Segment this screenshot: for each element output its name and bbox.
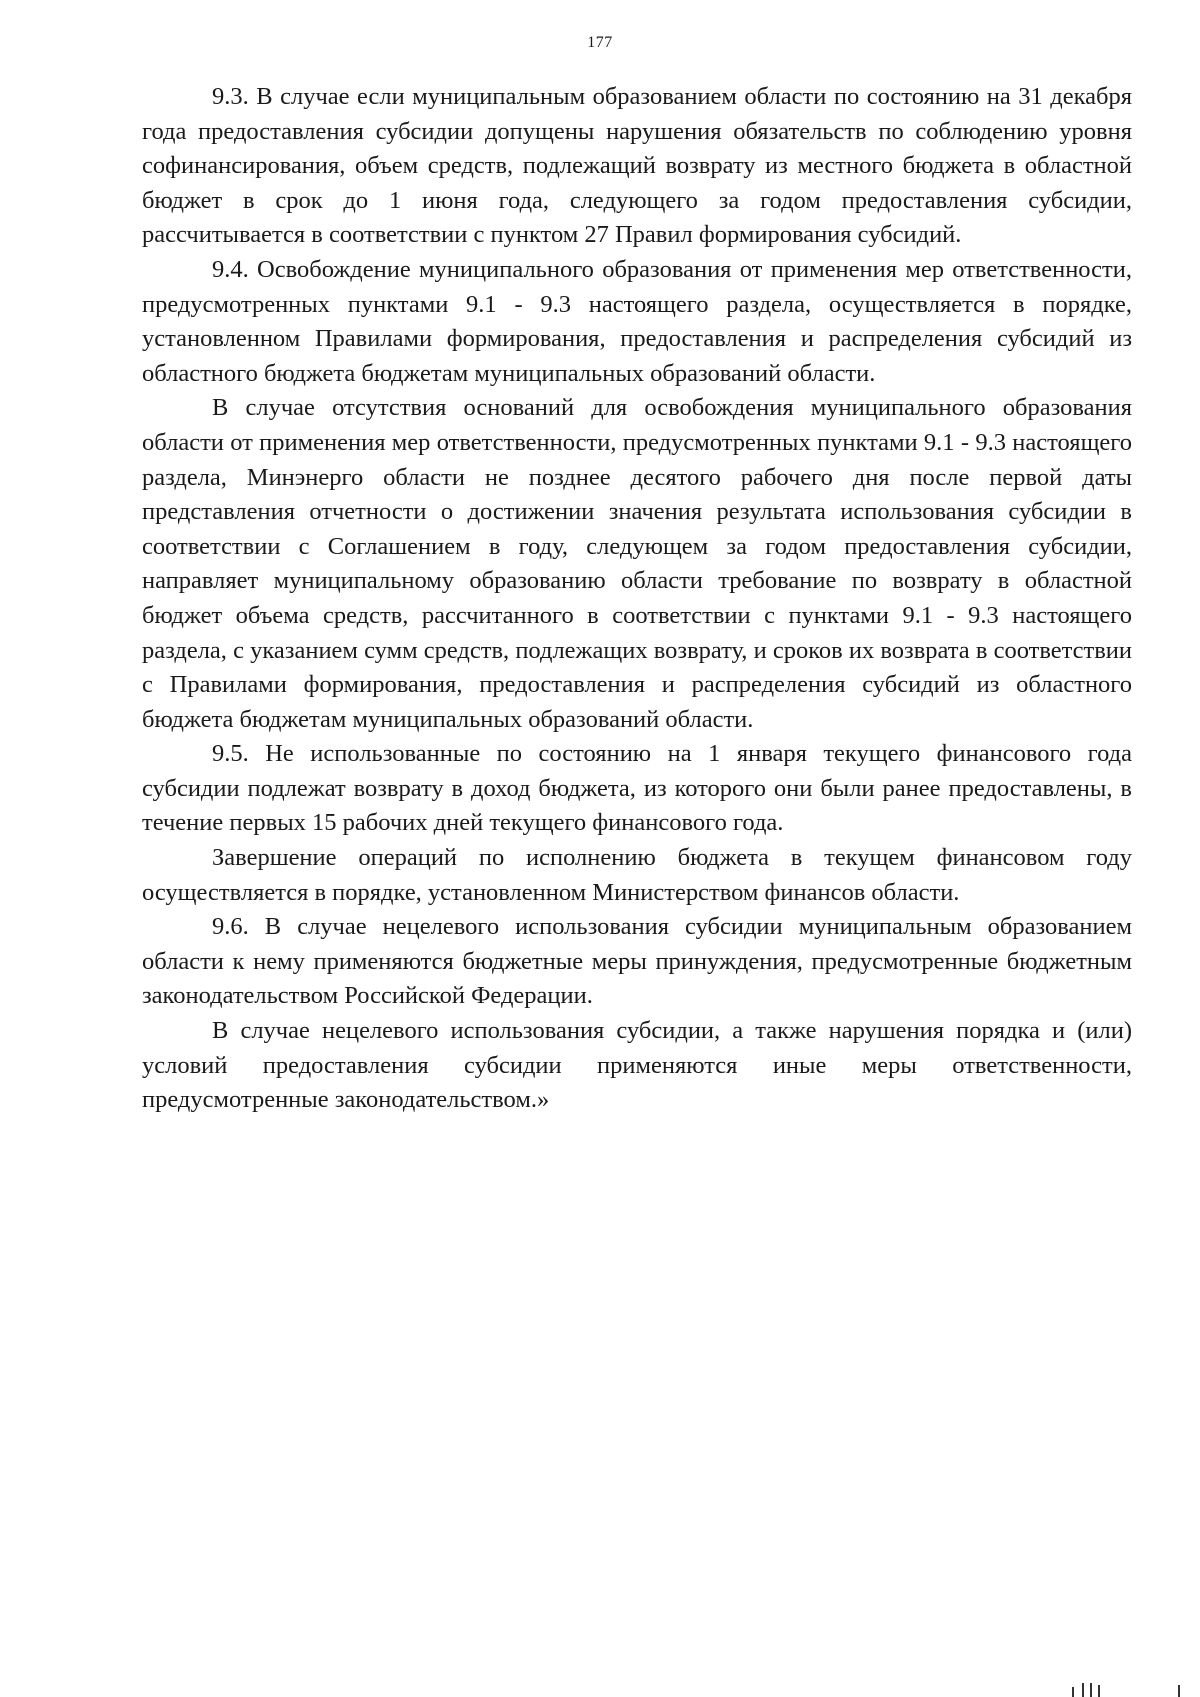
page-number: 177 (587, 34, 613, 51)
paragraph-9-5-continuation: Завершение операций по исполнению бюджета в текущем финансовом году осуществляется в порядке, установленном Министерством финансов области. (142, 844, 1132, 906)
scan-edge-mark (1072, 1687, 1074, 1697)
scan-edge-mark (1090, 1683, 1092, 1697)
paragraph-9-6: 9.6. В случае нецелевого использования субсидии муниципальным образованием области к нему применяются бюджетные меры принуждения, предусмотренные бюджетным законодательством Российской Федерации. (142, 913, 1132, 1010)
scan-edge-mark (1098, 1685, 1100, 1697)
paragraph-9-5: 9.5. Не использованные по состоянию на 1 января текущего финансового года субсидии подлежат возврату в доход бюджета, из которого они были ранее предоставлены, в течение первых 15 рабочих дней текущего финансового года. (142, 740, 1132, 837)
paragraph-9-3: 9.3. В случае если муниципальным образованием области по состоянию на 31 декабря года предоставления субсидии допущены нарушения обязательств по соблюдению уровня софинансирования, объем средств, подлежащий возврату из местного бюджета в областной бюджет в срок до 1 июня года, следующего за годом предоставления субсидии, рассчитывается в соответствии с пунктом 27 Правил формирования субсидий. (142, 83, 1132, 249)
document-body (142, 80, 1132, 1118)
scan-edge-mark (1178, 1685, 1180, 1697)
scan-edge-mark (1082, 1683, 1084, 1697)
paragraph-9-6-continuation: В случае нецелевого использования субсидии, а также нарушения порядка и (или) условий предоставления субсидии применяются иные меры ответственности, предусмотренные законодательством.» (142, 1017, 1132, 1114)
paragraph-9-4: 9.4. Освобождение муниципального образования от применения мер ответственности, предусмотренных пунктами 9.1 - 9.3 настоящего раздела, осуществляется в порядке, установленном Правилами формирования, предоставления и распределения субсидий из областного бюджета бюджетам муниципальных образований области. (142, 255, 1132, 387)
paragraph-9-4-continuation: В случае отсутствия оснований для освобождения муниципального образования области от применения мер ответственности, предусмотренных пунктами 9.1 - 9.3 настоящего раздела, Минэнерго области не позднее десятого рабочего дня после первой даты представления отчетности о достижении значения результата использования субсидии в соответствии с Соглашением в году, следующем за годом предоставления субсидии, направляет муниципальному образованию области требование по возврату в областной бюджет объема средств, рассчитанного в соответствии с пунктами 9.1 - 9.3 настоящего раздела, с указанием сумм средств, подлежащих возврату, и сроков их возврата в соответствии с Правилами формирования, предоставления и распределения субсидий из областного бюджета бюджетам муниципальных образований области. (142, 394, 1132, 733)
